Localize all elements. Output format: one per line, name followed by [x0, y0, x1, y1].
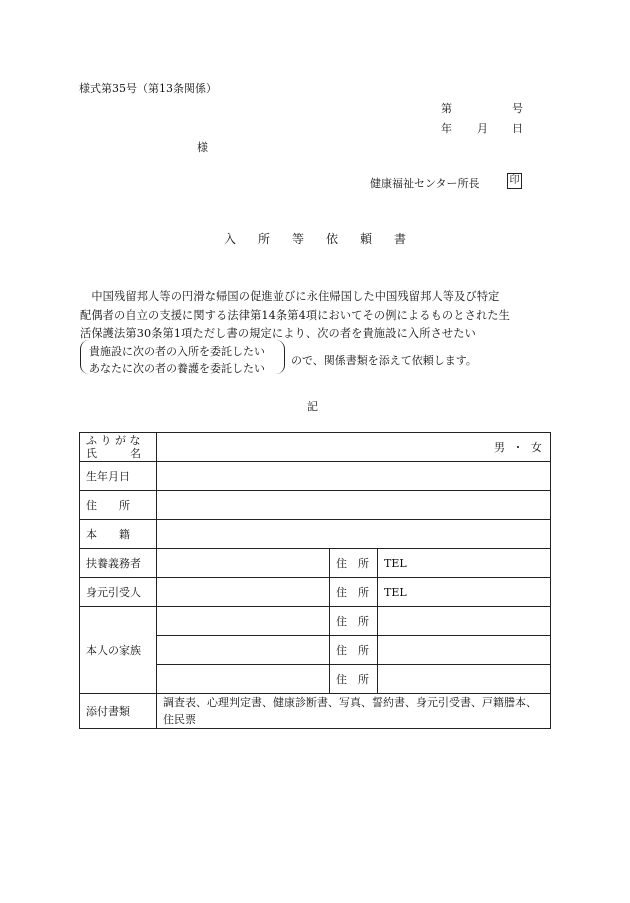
guarantor-address-label: 住 所 — [330, 578, 378, 607]
family-2-name[interactable] — [157, 636, 330, 665]
birth-value[interactable] — [157, 462, 551, 491]
supporter-label: 扶養義務者 — [80, 549, 157, 578]
address-label: 住 所 — [80, 491, 157, 520]
furigana-label: ふ り が な — [86, 434, 141, 447]
date-day: 日 — [512, 122, 523, 135]
number-go: 号 — [512, 102, 523, 115]
option-2: あなたに次の者の養護を委託したい — [89, 362, 265, 375]
table-row-birth — [80, 462, 551, 491]
family-3-name[interactable] — [157, 665, 330, 694]
table-row-attachments — [80, 694, 551, 729]
address-value[interactable] — [157, 491, 551, 520]
attachments-label: 添付書類 — [80, 694, 157, 729]
family-3-address[interactable] — [378, 665, 551, 694]
body-line-1: 中国残留邦人等の円滑な帰国の促進並びに永住帰国した中国残留邦人等及び特定 — [80, 290, 500, 303]
date-month: 月 — [477, 122, 488, 135]
table-row-family-1 — [80, 607, 551, 636]
family-3-address-label: 住 所 — [330, 665, 378, 694]
seal-stamp: 印 — [507, 173, 522, 189]
table-row-address — [80, 491, 551, 520]
family-1-address[interactable] — [378, 607, 551, 636]
family-1-name[interactable] — [157, 607, 330, 636]
option-1: 貴施設に次の者の入所を委託したい — [89, 345, 265, 358]
guarantor-label: 身元引受人 — [80, 578, 157, 607]
name-label-cell — [80, 433, 157, 462]
attachments-value: 調査表、心理判定書、健康診断書、写真、誓約書、身元引受書、戸籍謄本、住民票 — [157, 694, 551, 729]
guarantor-name-value[interactable] — [157, 578, 330, 607]
supporter-tel[interactable]: TEL — [378, 549, 551, 578]
table-row-name — [80, 433, 551, 462]
document-title: 入所等依頼書 — [223, 232, 428, 246]
date-year: 年 — [441, 122, 452, 135]
guarantor-tel[interactable]: TEL — [378, 578, 551, 607]
body-line-3: 活保護法第30条第1項ただし書の規定により、次の者を貴施設に入所させたい — [80, 327, 476, 340]
application-table — [79, 432, 551, 729]
gender-cell[interactable]: 男 ・ 女 — [157, 433, 551, 462]
body-line-4-tail: ので、関係書類を添えて依頼します。 — [291, 354, 477, 367]
table-row-guarantor — [80, 578, 551, 607]
birth-label: 生年月日 — [80, 462, 157, 491]
table-row-supporter — [80, 549, 551, 578]
ki-heading: 記 — [307, 400, 318, 413]
table-row-honseki — [80, 520, 551, 549]
supporter-name-value[interactable] — [157, 549, 330, 578]
issuer: 健康福祉センター所長 — [370, 177, 480, 190]
form-number: 様式第35号（第13条関係） — [79, 82, 217, 95]
name-label: 氏 名 — [86, 447, 141, 460]
honseki-value[interactable] — [157, 520, 551, 549]
family-2-address-label: 住 所 — [330, 636, 378, 665]
family-1-address-label: 住 所 — [330, 607, 378, 636]
family-2-address[interactable] — [378, 636, 551, 665]
number-dai: 第 — [441, 102, 452, 115]
supporter-address-label: 住 所 — [330, 549, 378, 578]
honseki-label: 本 籍 — [80, 520, 157, 549]
body-line-2: 配偶者の自立の支援に関する法律第14条第4項においてその例によるものとされた生 — [80, 309, 510, 322]
addressee-sama: 様 — [197, 141, 208, 154]
family-label: 本人の家族 — [80, 607, 157, 694]
